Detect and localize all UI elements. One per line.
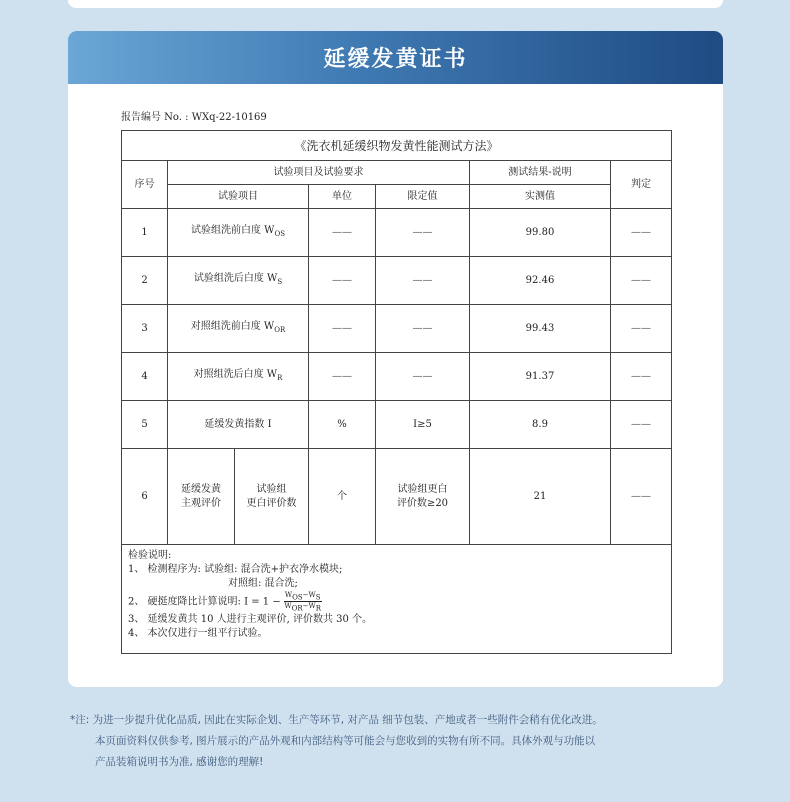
header-limit: 限定值 [376, 185, 470, 209]
report-number-label: 报告编号 No. [121, 112, 182, 123]
row-unit: —— [309, 209, 376, 257]
table-row [122, 257, 672, 305]
certificate-document [68, 84, 723, 687]
row-limit: I≥5 [376, 401, 470, 449]
row-value: 99.80 [470, 209, 611, 257]
footnote-line-2: 本页面资料仅供参考, 图片展示的产品外观和内部结构等可能会与您收到的实物有所不同。具体外观与功能以 [95, 735, 596, 747]
top-card-edge [68, 0, 723, 8]
row-value: 92.46 [470, 257, 611, 305]
note-2: 2、 硬挺度降比计算说明: I = 1 − $\frac{W_{OS}-W_S}{W_{OR}-W_R}$ [128, 591, 321, 613]
table-row [122, 353, 672, 401]
inspection-notes [122, 545, 672, 654]
header-item: 试验项目 [168, 185, 309, 209]
row-unit: —— [309, 353, 376, 401]
row-unit: 个 [309, 449, 376, 545]
disclaimer-footnote [70, 710, 730, 773]
note-3: 3、 延缓发黄共 10 人进行主观评价, 评价数共 30 个。 [128, 613, 373, 625]
row-judge: —— [611, 353, 672, 401]
row-seq: 6 [122, 449, 168, 545]
table-row [122, 401, 672, 449]
report-number-value: WXq-22-10169 [191, 112, 267, 123]
row-judge: —— [611, 209, 672, 257]
note-1: 1、 检测程序为: 试验组: 混合洗+护衣净水模块; [128, 564, 343, 575]
test-results-table [121, 130, 672, 654]
row-item-subcategory: 试验组 更白评价数 [235, 449, 309, 545]
row-seq: 3 [122, 305, 168, 353]
table-row [122, 209, 672, 257]
row-judge: —— [611, 401, 672, 449]
row-judge: —— [611, 257, 672, 305]
row-seq: 1 [122, 209, 168, 257]
row-seq: 2 [122, 257, 168, 305]
header-unit: 单位 [309, 185, 376, 209]
table-row [122, 305, 672, 353]
note-4: 4、 本次仅进行一组平行试验。 [128, 627, 268, 639]
row-limit: —— [376, 353, 470, 401]
row-limit: —— [376, 257, 470, 305]
header-result: 测试结果-说明 [470, 161, 611, 185]
note-1-control: 对照组: 混合洗; [228, 578, 298, 589]
table-row [122, 449, 672, 545]
row-judge: —— [611, 305, 672, 353]
notes-title: 检验说明: [128, 550, 172, 561]
row-item: 对照组洗后白度 $W_R$ [168, 353, 309, 401]
row-unit: —— [309, 257, 376, 305]
row-item: 试验组洗后白度 $W_S$ [168, 257, 309, 305]
row-unit: % [309, 401, 376, 449]
row-limit: 试验组更白 评价数≥20 [376, 449, 470, 545]
certificate-card [68, 31, 723, 687]
footnote-line-1: *注: 为进一步提升优化品质, 因此在实际企划、生产等环节, 对产品 细节包装、产地或者一些附件会稍有优化改进。 [70, 714, 603, 726]
method-title: 《洗衣机延缓织物发黄性能测试方法》 [122, 131, 672, 161]
header-judge: 判定 [611, 161, 672, 209]
footnote-line-3: 产品装箱说明书为准, 感谢您的理解! [95, 756, 264, 768]
row-value: 21 [470, 449, 611, 545]
card-header [68, 31, 723, 84]
report-number: 报告编号 No. : WXq-22-10169 [121, 112, 267, 123]
row-item: 试验组洗前白度 $W_{OS}$ [168, 209, 309, 257]
row-limit: —— [376, 209, 470, 257]
row-judge: —— [611, 449, 672, 545]
card-title: 延缓发黄证书 [323, 47, 468, 72]
header-seq: 序号 [122, 161, 168, 209]
row-seq: 4 [122, 353, 168, 401]
row-value: 8.9 [470, 401, 611, 449]
header-measured: 实测值 [470, 185, 611, 209]
row-item: 对照组洗前白度 $W_{OR}$ [168, 305, 309, 353]
header-items-requirements: 试验项目及试验要求 [168, 161, 470, 185]
row-limit: —— [376, 305, 470, 353]
row-value: 91.37 [470, 353, 611, 401]
row-unit: —— [309, 305, 376, 353]
row-item-category: 延缓发黄 主观评价 [168, 449, 235, 545]
formula-fraction: $\frac{W_{OS}-W_S}{W_{OR}-W_R}$ [284, 591, 321, 613]
row-item: 延缓发黄指数 I [168, 401, 309, 449]
row-value: 99.43 [470, 305, 611, 353]
row-seq: 5 [122, 401, 168, 449]
